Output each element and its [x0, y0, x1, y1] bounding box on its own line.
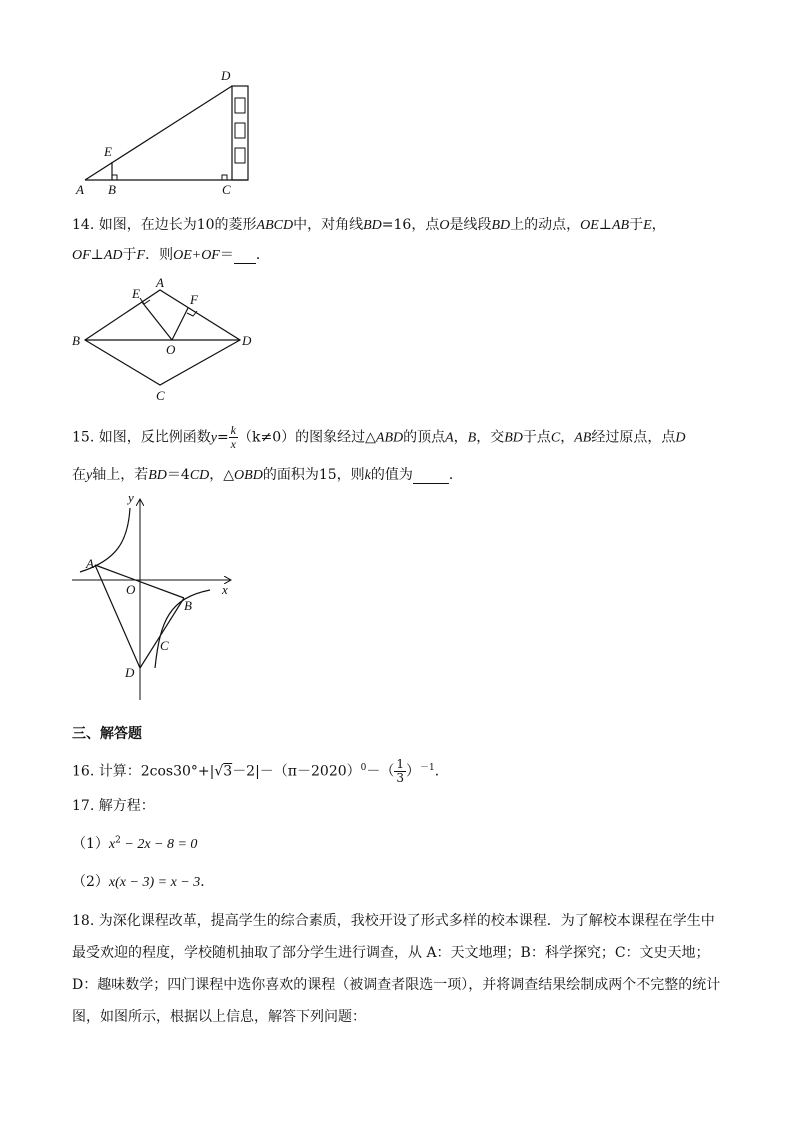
label-C: C: [156, 388, 165, 403]
q15-line1: 15. 如图，反比例函数y= $\frac{k}{x}$ （k≠0）的图象经过△ABD的顶点A，B，交BD于点C，AB经过原点，点D: [72, 423, 686, 451]
label-B: B: [108, 182, 116, 197]
label-D: D: [221, 68, 231, 83]
q17-part1: $(1)x^2 - 2x - 8 = 0$: [72, 835, 198, 852]
label-B: B: [72, 333, 80, 348]
label-A: A: [76, 182, 84, 197]
one-third-fraction: $\frac{1}{3}$: [396, 757, 405, 785]
q15-line2: 在y轴上，若BD＝4CD，△OBD的面积为15，则k的值为 ．: [72, 467, 463, 483]
label-O: O: [166, 342, 176, 357]
q14-line1: 14. 如图，在边长为10的菱形ABCD中，对角线BD=16，点O是线段BD上的动点，OE⊥AB于E，: [72, 217, 666, 233]
q17-title: 17. 解方程：: [72, 798, 155, 814]
label-y: y: [128, 490, 134, 505]
k-over-x-fraction: $\frac{k}{x}$: [230, 423, 236, 451]
label-B: B: [184, 598, 192, 613]
q18-line4: 图，如图所示，根据以上信息，解答下列问题：: [72, 1009, 366, 1025]
label-x: x: [222, 582, 228, 597]
q18-line1: 18. 为深化课程改革，提高学生的综合素质，我校开设了形式多样的校本课程．为了解校本课程在学生中: [72, 913, 715, 929]
q18-line2: 最受欢迎的程度，学校随机抽取了部分学生进行调查，从 A：天文地理；B：科学探究；C：文史天地；: [72, 945, 710, 961]
sqrt-symbol: √3: [214, 763, 233, 780]
section-title: 三、解答题: [72, 726, 142, 742]
q16-line: 16. 计算：$2\cos 30^\circ+|√3-2|-(\pi-2020)^0-$（ $\frac{1}{3}$ ）$^{-1}$．: [72, 757, 449, 785]
q18-line3: D：趣味数学；四门课程中选你喜欢的课程（被调查者限选一项），并将调查结果绘制成两个不完整的统计: [72, 977, 721, 993]
label-F: F: [190, 292, 198, 307]
label-A: A: [86, 556, 94, 571]
label-E: E: [104, 144, 112, 159]
q14-line2: OF⊥AD于F．则OE+OF＝ ．: [72, 247, 270, 263]
label-C: C: [222, 182, 231, 197]
label-E: E: [132, 286, 140, 301]
label-A: A: [156, 275, 164, 290]
q17-part2: （2）x(x − 3) = x − 3．: [72, 874, 215, 890]
label-D: D: [125, 665, 135, 680]
label-D: D: [242, 333, 252, 348]
label-C: C: [160, 638, 169, 653]
label-O: O: [126, 582, 136, 597]
